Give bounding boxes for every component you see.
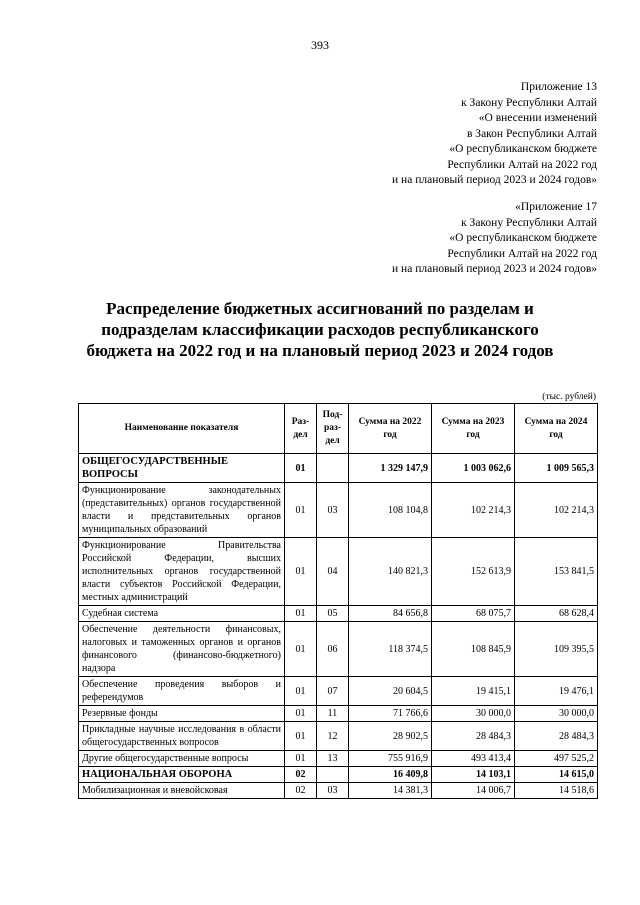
row-sum-2024: 68 628,4 (515, 606, 598, 622)
row-sum-2024: 14 518,6 (515, 783, 598, 799)
table-row (79, 677, 598, 706)
row-sum-2022: 1 329 147,9 (349, 454, 432, 483)
table-row (79, 783, 598, 799)
row-sum-2023: 30 000,0 (432, 706, 515, 722)
row-sum-2024: 102 214,3 (515, 483, 598, 538)
row-subsection (317, 454, 349, 483)
row-sum-2022: 118 374,5 (349, 622, 432, 677)
appendix-line: «О внесении изменений (478, 112, 597, 124)
appendix-17-header (392, 200, 597, 278)
title-line: Распределение бюджетных ассигнований по разделам и (106, 299, 534, 318)
row-subsection: 13 (317, 751, 349, 767)
document-title (60, 298, 580, 361)
row-section: 01 (285, 751, 317, 767)
appendix-line: Республики Алтай на 2022 год (447, 158, 597, 171)
appendix-line: «Приложение 17 (515, 201, 597, 213)
row-section: 01 (285, 722, 317, 751)
row-sum-2024: 153 841,5 (515, 538, 598, 606)
row-sum-2023: 68 075,7 (432, 606, 515, 622)
units-label: (тыс. рублей) (542, 392, 596, 402)
row-sum-2022: 20 604,5 (349, 677, 432, 706)
row-subsection: 06 (317, 622, 349, 677)
appendix-line: и на плановый период 2023 и 2024 годов» (392, 263, 597, 275)
row-name: Судебная система (79, 606, 285, 622)
row-sum-2022: 140 821,3 (349, 538, 432, 606)
row-name: Мобилизационная и вневойсковая (79, 783, 285, 799)
row-subsection: 05 (317, 606, 349, 622)
row-sum-2024: 1 009 565,3 (515, 454, 598, 483)
row-subsection: 12 (317, 722, 349, 751)
row-name: НАЦИОНАЛЬНАЯ ОБОРОНА (79, 767, 285, 783)
appendix-line: к Закону Республики Алтай (461, 216, 597, 229)
appendix-line: Республики Алтай на 2022 год (447, 247, 597, 260)
row-sum-2022: 108 104,8 (349, 483, 432, 538)
table-row (79, 767, 598, 783)
budget-table (78, 403, 598, 799)
row-sum-2024: 109 395,5 (515, 622, 598, 677)
header-subsection: Под- раз- дел (317, 404, 349, 454)
header-sum-2022: Сумма на 2022 год (349, 404, 432, 454)
appendix-line: Приложение 13 (520, 81, 597, 93)
table-row (79, 722, 598, 751)
row-sum-2023: 102 214,3 (432, 483, 515, 538)
row-sum-2023: 14 103,1 (432, 767, 515, 783)
row-sum-2022: 71 766,6 (349, 706, 432, 722)
row-name: Обеспечение проведения выборов и референдумов (79, 677, 285, 706)
row-section: 02 (285, 783, 317, 799)
title-line: подразделам классификации расходов республиканского (101, 320, 539, 339)
row-name: ОБЩЕГОСУДАРСТВЕННЫЕ ВОПРОСЫ (79, 454, 285, 483)
row-sum-2023: 14 006,7 (432, 783, 515, 799)
row-sum-2024: 497 525,2 (515, 751, 598, 767)
title-line: бюджета на 2022 год и на плановый период 2023 и 2024 годов (86, 341, 554, 360)
row-section: 01 (285, 483, 317, 538)
row-sum-2024: 19 476,1 (515, 677, 598, 706)
row-name: Прикладные научные исследования в области общегосударственных вопросов (79, 722, 285, 751)
row-subsection: 11 (317, 706, 349, 722)
table-row (79, 483, 598, 538)
header-sum-2024: Сумма на 2024 год (515, 404, 598, 454)
row-section: 02 (285, 767, 317, 783)
row-sum-2023: 152 613,9 (432, 538, 515, 606)
table-body (79, 454, 598, 799)
appendix-line: «О республиканском бюджете (449, 143, 597, 155)
row-name: Функционирование Правительства Российской Федерации, высших исполнительных органов государственной власти субъектов Российской Федерации, местных администраций (79, 538, 285, 606)
table-row (79, 606, 598, 622)
table-row (79, 706, 598, 722)
appendix-line: в Закон Республики Алтай (467, 127, 597, 140)
row-name: Резервные фонды (79, 706, 285, 722)
appendix-line: к Закону Республики Алтай (461, 96, 597, 109)
row-section: 01 (285, 538, 317, 606)
page-number: 393 (311, 38, 329, 52)
row-sum-2023: 1 003 062,6 (432, 454, 515, 483)
row-subsection: 07 (317, 677, 349, 706)
row-sum-2023: 108 845,9 (432, 622, 515, 677)
row-sum-2023: 19 415,1 (432, 677, 515, 706)
row-name: Обеспечение деятельности финансовых, налоговых и таможенных органов и органов финансового (финансово-бюджетного) надзора (79, 622, 285, 677)
row-section: 01 (285, 454, 317, 483)
row-subsection: 04 (317, 538, 349, 606)
appendix-13-header (392, 80, 597, 189)
table-row (79, 454, 598, 483)
table-row (79, 622, 598, 677)
row-sum-2022: 16 409,8 (349, 767, 432, 783)
row-section: 01 (285, 706, 317, 722)
header-section: Раз- дел (285, 404, 317, 454)
table-row (79, 751, 598, 767)
header-sum-2023: Сумма на 2023 год (432, 404, 515, 454)
row-sum-2022: 84 656,8 (349, 606, 432, 622)
appendix-line: «О республиканском бюджете (449, 232, 597, 244)
row-sum-2023: 28 484,3 (432, 722, 515, 751)
row-sum-2022: 14 381,3 (349, 783, 432, 799)
row-name: Функционирование законодательных (представительных) органов государственной власти и представительных органов муниципальных образований (79, 483, 285, 538)
row-section: 01 (285, 677, 317, 706)
appendix-line: и на плановый период 2023 и 2024 годов» (392, 174, 597, 186)
row-sum-2022: 755 916,9 (349, 751, 432, 767)
row-section: 01 (285, 622, 317, 677)
row-subsection (317, 767, 349, 783)
table-row (79, 538, 598, 606)
row-sum-2023: 493 413,4 (432, 751, 515, 767)
row-name: Другие общегосударственные вопросы (79, 751, 285, 767)
row-subsection: 03 (317, 483, 349, 538)
row-sum-2024: 14 615,0 (515, 767, 598, 783)
header-name: Наименование показателя (79, 404, 285, 454)
row-sum-2022: 28 902,5 (349, 722, 432, 751)
row-subsection: 03 (317, 783, 349, 799)
row-section: 01 (285, 606, 317, 622)
row-sum-2024: 28 484,3 (515, 722, 598, 751)
row-sum-2024: 30 000,0 (515, 706, 598, 722)
